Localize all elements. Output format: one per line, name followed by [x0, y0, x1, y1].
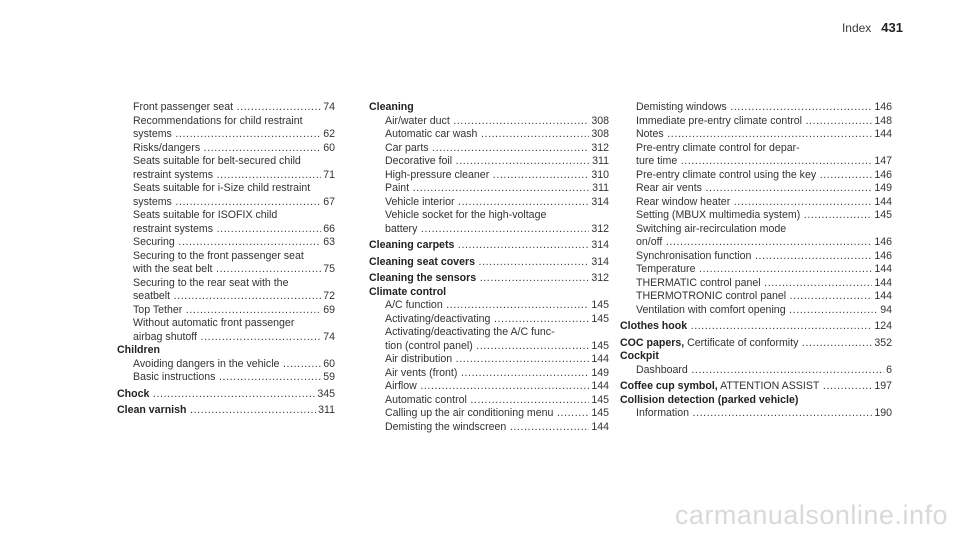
- index-main-entry: [620, 337, 892, 351]
- index-entry-text: Information: [636, 407, 689, 419]
- index-page-number: 60: [323, 141, 335, 154]
- index-entry-text: Front passenger seat: [133, 101, 234, 113]
- index-subentry: [117, 317, 335, 344]
- index-subentry: [620, 407, 892, 421]
- index-subentry: [620, 101, 892, 115]
- index-main-entry: [117, 404, 335, 418]
- index-entry-text: battery: [385, 222, 418, 235]
- index-entry-text: Rear window heater: [636, 195, 731, 208]
- index-page-number: 145: [591, 312, 609, 325]
- index-page-number: 145: [874, 209, 892, 221]
- index-subentry: [117, 236, 335, 250]
- index-column-2: [369, 101, 609, 434]
- index-column-3: [620, 101, 892, 421]
- index-entry-text: Cleaning carpets: [369, 239, 455, 251]
- index-entry-heading: Coffee cup symbol,: [620, 380, 718, 392]
- index-page-number: 144: [874, 263, 892, 275]
- index-subentry: [117, 155, 335, 182]
- index-entry-text: Seats suitable for ISOFIX child: [133, 209, 278, 221]
- index-entry-text: Automatic car wash: [385, 128, 478, 140]
- index-page-number: 67: [323, 195, 335, 208]
- index-page-number: 144: [874, 128, 892, 140]
- index-page-number: 62: [323, 128, 335, 140]
- index-entry-text: THERMATIC control panel: [636, 276, 761, 289]
- page-header-label: Index: [841, 21, 872, 35]
- index-subentry: [620, 209, 892, 223]
- index-subentry: [117, 371, 335, 385]
- index-page-number: 74: [323, 330, 335, 343]
- index-entry-text: Securing to the front passenger seat: [133, 249, 304, 262]
- index-page-number: 145: [591, 407, 609, 419]
- index-heading-text: Children: [117, 344, 160, 356]
- index-page-number: 311: [318, 404, 335, 416]
- index-subentry: [620, 128, 892, 142]
- index-subentry: [369, 353, 609, 367]
- index-entry-text: A/C function: [385, 299, 443, 311]
- index-page-number: 146: [874, 168, 892, 181]
- index-entry-text: High-pressure cleaner: [385, 168, 490, 181]
- index-main-entry: [620, 380, 892, 394]
- index-entry-text: Basic instructions: [133, 371, 216, 383]
- index-page-number: 312: [591, 222, 609, 235]
- index-entry-text: Ventilation with comfort opening: [636, 303, 786, 316]
- index-page-number: 124: [874, 320, 892, 332]
- index-heading: [369, 101, 609, 115]
- index-page-number: 94: [880, 303, 892, 316]
- index-entry-text: Air distribution: [385, 353, 453, 365]
- index-page-number: 71: [323, 168, 335, 181]
- index-main-entry: [620, 320, 892, 334]
- index-subentry: [117, 142, 335, 156]
- index-entry-text: Setting (MBUX multimedia system): [636, 209, 801, 221]
- index-entry-text: ATTENTION ASSIST: [717, 380, 820, 392]
- index-entry-text: Securing to the rear seat with the: [133, 276, 289, 289]
- index-page-number: 59: [323, 371, 335, 383]
- index-page-number: 312: [591, 272, 609, 284]
- index-page-number: 144: [591, 380, 609, 392]
- index-page-number: 311: [592, 155, 609, 167]
- index-heading: [620, 350, 892, 364]
- index-heading-text: Climate control: [369, 285, 447, 298]
- index-entry-text: Demisting the windscreen: [385, 420, 507, 433]
- index-entry-text: Clean varnish: [117, 404, 187, 416]
- index-entry-text: airbag shutoff: [133, 330, 198, 343]
- index-page-number: 146: [874, 236, 892, 248]
- index-subentry: [117, 277, 335, 304]
- index-page-number: 144: [591, 420, 609, 433]
- index-entry-text: systems: [133, 195, 172, 208]
- index-entry-text: Paint: [385, 182, 410, 194]
- index-entry-text: Cleaning seat covers: [369, 255, 475, 268]
- index-page-number: 60: [323, 357, 335, 370]
- index-entry-text: Airflow: [385, 380, 417, 392]
- index-entry-text: Clothes hook: [620, 320, 688, 332]
- index-subentry: [620, 364, 892, 378]
- index-entry-text: Securing: [133, 236, 175, 248]
- index-subentry: [620, 142, 892, 169]
- index-subentry: [117, 358, 335, 372]
- index-entry-text: Cleaning the sensors: [369, 272, 477, 284]
- index-page-number: 190: [874, 407, 892, 419]
- index-heading: [620, 394, 892, 408]
- index-subentry: [620, 115, 892, 129]
- index-entry-heading: COC papers,: [620, 336, 685, 349]
- index-entry-text: Chock: [117, 387, 150, 400]
- index-subentry: [620, 263, 892, 277]
- index-column-1: [117, 101, 335, 418]
- index-subentry: [620, 290, 892, 304]
- index-entry-text: Seats suitable for i-Size child restraint: [133, 182, 311, 194]
- index-subentry: [117, 115, 335, 142]
- index-subentry: [369, 142, 609, 156]
- index-entry-text: Decorative foil: [385, 155, 453, 167]
- index-subentry: [117, 101, 335, 115]
- index-entry-text: Dashboard: [636, 363, 688, 376]
- index-page-number: 63: [323, 236, 335, 248]
- index-page-number: 314: [591, 239, 609, 251]
- index-page-number: 146: [874, 249, 892, 262]
- index-subentry: [620, 182, 892, 196]
- index-page-number: 145: [591, 339, 609, 352]
- index-entry-text: Air vents (front): [385, 366, 458, 379]
- index-entry-text: ture time: [636, 155, 678, 167]
- index-page-number: 144: [591, 353, 609, 365]
- index-entry-text: Automatic control: [385, 393, 467, 406]
- index-page-number: 145: [591, 299, 609, 311]
- index-page-number: 144: [874, 195, 892, 208]
- page-header: [842, 20, 903, 35]
- index-subentry: [369, 115, 609, 129]
- index-page-number: 308: [591, 114, 609, 127]
- index-entry-text: restraint systems: [133, 222, 214, 235]
- index-entry-text: Vehicle socket for the high-voltage: [385, 209, 547, 221]
- index-entry-text: Top Tether: [133, 303, 183, 316]
- index-entry-text: Rear air vents: [636, 182, 702, 194]
- index-entry-text: Certificate of conformity: [684, 336, 799, 349]
- index-subentry: [369, 128, 609, 142]
- index-heading: [117, 344, 335, 358]
- index-entry-text: Activating/deactivating: [385, 312, 491, 325]
- index-subentry: [369, 326, 609, 353]
- index-entry-text: THERMOTRONIC control panel: [636, 290, 787, 302]
- index-page-number: 146: [874, 101, 892, 113]
- index-page-number: 144: [874, 276, 892, 289]
- index-heading-text: Cockpit: [620, 350, 659, 362]
- index-subentry: [620, 250, 892, 264]
- index-subentry: [369, 421, 609, 435]
- index-subentry: [620, 196, 892, 210]
- index-entry-text: Demisting windows: [636, 101, 727, 113]
- index-entry-text: Risks/dangers: [133, 141, 201, 154]
- index-subentry: [369, 367, 609, 381]
- index-page-number: 6: [886, 363, 892, 376]
- index-heading: [369, 286, 609, 300]
- index-page-number: 308: [591, 128, 609, 140]
- index-entry-text: seatbelt: [133, 290, 171, 302]
- index-entry-text: Air/water duct: [385, 114, 450, 127]
- index-entry-text: Pre-entry climate control using the key: [636, 168, 817, 181]
- index-page-number: 66: [323, 222, 335, 235]
- index-page-number: 149: [874, 182, 892, 194]
- index-entry-text: with the seat belt: [133, 263, 213, 275]
- index-page-number: 75: [323, 263, 335, 275]
- index-subentry: [117, 250, 335, 277]
- index-entry-text: Seats suitable for belt-secured child: [133, 155, 301, 167]
- index-main-entry: [369, 272, 609, 286]
- index-subentry: [369, 155, 609, 169]
- index-subentry: [369, 380, 609, 394]
- index-page-number: 74: [323, 101, 335, 113]
- index-entry-text: Pre-entry climate control for depar-: [636, 141, 800, 154]
- index-subentry: [117, 304, 335, 318]
- index-main-entry: [369, 239, 609, 253]
- index-subentry: [620, 169, 892, 183]
- index-entry-text: Recommendations for child restraint: [133, 114, 303, 127]
- index-entry-text: systems: [133, 128, 172, 140]
- index-page-number: 352: [874, 336, 892, 349]
- watermark: carmanualsonline.info: [674, 500, 948, 530]
- index-page-number: 345: [317, 387, 335, 400]
- index-subentry: [369, 182, 609, 196]
- index-page-number: 72: [323, 290, 335, 302]
- index-subentry: [620, 277, 892, 291]
- index-entry-text: Calling up the air conditioning menu: [385, 407, 554, 419]
- index-page-number: 145: [591, 393, 609, 406]
- index-entry-text: Switching air-recirculation mode: [636, 222, 787, 235]
- index-page-number: 149: [591, 366, 609, 379]
- index-subentry: [369, 394, 609, 408]
- index-entry-text: Notes: [636, 128, 664, 140]
- index-page-number: 147: [874, 155, 892, 167]
- index-entry-text: Avoiding dangers in the vehicle: [133, 357, 280, 370]
- index-subentry: [369, 196, 609, 210]
- index-subentry: [620, 223, 892, 250]
- index-page-number: 148: [874, 114, 892, 127]
- index-heading-text: Cleaning: [369, 101, 414, 113]
- page-number: 431: [881, 20, 903, 35]
- index-entry-text: Without automatic front passenger: [133, 317, 295, 329]
- index-main-entry: [369, 256, 609, 270]
- index-page-number: 144: [874, 290, 892, 302]
- index-subentry: [369, 407, 609, 421]
- index-entry-text: Car parts: [385, 141, 429, 154]
- index-subentry: [117, 182, 335, 209]
- index-subentry: [369, 169, 609, 183]
- index-page-number: 314: [591, 195, 609, 208]
- index-page-number: 311: [592, 182, 609, 194]
- index-subentry: [117, 209, 335, 236]
- index-entry-text: tion (control panel): [385, 339, 473, 352]
- index-subentry: [620, 304, 892, 318]
- index-entry-text: Immediate pre-entry climate control: [636, 114, 803, 127]
- index-page-number: 312: [591, 141, 609, 154]
- index-entry-text: Synchronisation function: [636, 249, 752, 262]
- index-page-number: 69: [323, 303, 335, 316]
- index-subentry: [369, 209, 609, 236]
- index-page-number: 314: [591, 255, 609, 268]
- index-entry-text: Temperature: [636, 263, 696, 275]
- index-subentry: [369, 313, 609, 327]
- index-page-number: 197: [874, 380, 892, 392]
- index-entry-text: Vehicle interior: [385, 195, 455, 208]
- index-subentry: [369, 299, 609, 313]
- index-heading-text: Collision detection (parked vehicle): [620, 393, 799, 406]
- index-entry-text: Activating/deactivating the A/C func-: [385, 326, 555, 338]
- index-entry-text: restraint systems: [133, 168, 214, 181]
- index-page-number: 310: [591, 168, 609, 181]
- index-entry-text: on/off: [636, 236, 663, 248]
- index-main-entry: [117, 388, 335, 402]
